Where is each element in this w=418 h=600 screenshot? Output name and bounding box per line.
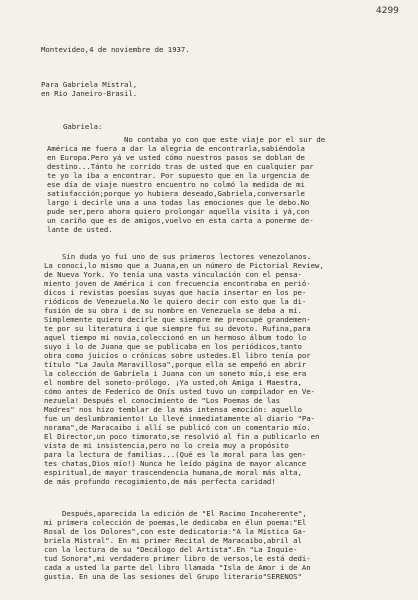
text-line: vista de mi insistencia,pero no lo creía muy a propósito (44, 441, 289, 450)
archive-number: 4299 (376, 6, 399, 16)
text-line: destino...Tánto he corrido tras de usted que en cualquier par (47, 162, 314, 171)
text-line: satisfacción;porque yo hubiera deseado,Gabriela,conversarle (47, 189, 305, 198)
text-line: riódicos de Venezuela.No le quiero decir con esto que la di- (44, 297, 307, 306)
text-line: gustia. En una de las sesiones del Grupo literario"SERENOS" (44, 572, 302, 581)
text-line: largo i decirle una a una todas las emociones que le debo.No (47, 198, 310, 207)
text-line: fusión de su obra i de su nombre en Venezuela se deba a mí. (44, 306, 302, 315)
text-line: tud Sonora",mi verdadero primer libro de versos,le está dedi- (44, 554, 311, 563)
text-line: Madres" nos hizo temblar de la más intensa emoción: aquello (44, 405, 302, 414)
text-line: espiritual,de mayor trascendencia humana,de moral más alta, (44, 468, 302, 477)
salutation: Gabriela: (63, 122, 103, 131)
text-line: título "La Jaula Maravillosa",porque ella se empeñó en abrir (44, 360, 307, 369)
text-line: fue un deslumbramiento! Lo llevé inmediatamente al diario "Pa- (44, 414, 316, 423)
text-line: de más profundo recogimiento,de más perfecta caridad! (44, 477, 276, 486)
text-line: pude ser,pero ahora quiero prolongar aquella visita i yá,con (47, 207, 310, 216)
text-line: tes chatas,Dios mío!) Nunca he leído página de mayor alcance (44, 459, 307, 468)
text-line: Rosal de los Dolores",con este dedicatoria:"A la Mística Ga- (44, 527, 307, 536)
text-line: obra como juicios o crónicas sobre ustedes.El libro tenía por (44, 351, 311, 360)
text-line: aquel tiempo mi novia,coleccionó en un hermoso álbum todo lo (44, 333, 307, 342)
text-line: Sin duda yo fui uno de sus primeros lectores venezolanos. (62, 252, 312, 261)
addressee-line: en Rio Janeiro-Brasil. (41, 89, 138, 98)
text-line: en Europa.Pero yá ve usted cómo nuestros pasos se doblan de (47, 153, 305, 162)
text-line: el nombre del soneto-prólogo. ¡Ya usted,oh Amiga i Maestra, (44, 378, 302, 387)
text-line: un cariño que es de amigos,vuelvo en esta carta a ponerme de- (47, 216, 314, 225)
text-line: cada a usted la parte del libro llamada "Isla de Amor i de An (44, 563, 311, 572)
text-line: norama",de Maracaibo i allí se publicó con un comentario mío. (44, 423, 311, 432)
text-line: mi primera colección de poemas,le dedicaba en élun poema:"El (44, 518, 307, 527)
text-line: ese día de viaje nuestro encuentro no colmó la medida de mi (47, 180, 305, 189)
text-line: cómo antes de Federico de Onís usted tuvo un compilador en Ve- (44, 387, 316, 396)
text-line: briela Mistral". En mi primer Recital de Maracaibo,abril al (44, 536, 302, 545)
text-line: de Nueva York. Yo tenía una vasta vinculación con el pensa- (44, 270, 302, 279)
text-line: El Director,un poco timorato,se resolvió al fin a publicarlo en (44, 432, 320, 441)
text-line: nezuela! Después el conocimiento de "Los Poemas de las (44, 396, 281, 405)
text-line: la colección de Gabriela i Juana con un soneto mío,i ese era (44, 369, 307, 378)
text-line: suyo i lo de Juana que se publicaba en los periódicos,tanto (44, 342, 302, 351)
text-line: miento joven de América i con frecuencia encontraba en perió- (44, 279, 311, 288)
text-line: con la lectura de su "Decálogo del Artista".En "La Inquie- (44, 545, 298, 554)
text-line: La conocí,lo mismo que a Juana,en un número de Pictorial Review, (44, 261, 324, 270)
text-line: dicos i revistas poesías suyas que hacía insertar en los pe- (44, 288, 307, 297)
text-line: te por su literatura i que siempre fui su devoto. Rufina,para (44, 324, 311, 333)
text-line: lante de usted. (47, 225, 113, 234)
text-line: te yo la iba a encontrar. Por supuesto que en la urgencia de (47, 171, 310, 180)
text-line: Simplemente quiero decirle que siempre me preocupé grandemen- (44, 315, 311, 324)
text-line: América me fuera a dar la alegria de encontrarla,sabiéndola (47, 144, 305, 153)
text-line: No contaba yo con que este viaje por el sur de (124, 135, 326, 144)
text-line: Después,aparecida la edición de "El Racimo Incoherente", (62, 509, 307, 518)
addressee-line: Para Gabriela Mistral, (41, 80, 138, 89)
date-line: Montevideo,4 de noviembre de 1937. (41, 45, 190, 54)
text-line: para la lectura de familias...(Qué es la moral para las gen- (44, 450, 307, 459)
